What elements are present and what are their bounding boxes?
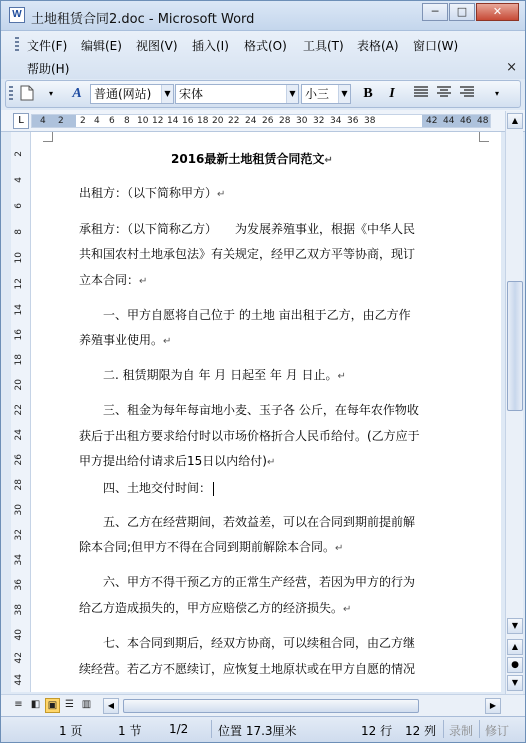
status-section: 1 节 (118, 724, 142, 738)
ruler-number: 16 (182, 116, 194, 126)
ruler-number: 4 (40, 116, 46, 126)
margin-corner-mark (43, 132, 53, 142)
status-bar (1, 716, 525, 742)
vertical-scroll-thumb[interactable] (507, 281, 523, 411)
status-page-of: 1/2 (169, 722, 189, 736)
word-app-icon[interactable]: W (9, 7, 25, 23)
vruler-number: 18 (14, 354, 24, 366)
vruler-number: 6 (14, 203, 24, 209)
vruler-number: 24 (14, 429, 24, 441)
ruler-number: 46 (460, 116, 472, 126)
vruler-number: 2 (14, 151, 24, 157)
status-separator (479, 720, 480, 738)
vruler-number: 42 (14, 652, 24, 664)
vruler-number: 8 (14, 229, 24, 235)
vruler-number: 38 (14, 604, 24, 616)
style-select-value: 普通(网站) (94, 87, 152, 101)
vruler-number: 14 (14, 304, 24, 316)
font-select-value: 宋体 (179, 87, 204, 101)
text-line[interactable]: 三、租金为每年每亩地小麦、玉子各 公斤，在每年农作物收 (79, 403, 419, 417)
vruler-number: 22 (14, 404, 24, 416)
vruler-number: 34 (14, 554, 24, 566)
ruler-left-margin (32, 115, 76, 127)
vruler-number: 4 (14, 177, 24, 183)
font-size-select[interactable] (301, 84, 351, 104)
align-center-icon[interactable] (435, 85, 453, 103)
ruler-number: 2 (80, 116, 86, 126)
ruler-number: 32 (313, 116, 325, 126)
menu-table[interactable]: 表格(A) (357, 39, 399, 53)
menu-tools[interactable]: 工具(T) (303, 39, 344, 53)
menu-grip[interactable] (15, 37, 19, 53)
text-line[interactable]: 一、甲方自愿将自己位于 的土地 亩出租于乙方，由乙方作 (79, 308, 411, 322)
horizontal-scrollbar[interactable] (1, 694, 525, 716)
text-line[interactable]: 共和国农村土地承包法》有关规定，经甲乙双方平等协商，现订 (79, 247, 416, 261)
vertical-scrollbar[interactable] (505, 111, 523, 694)
text-line[interactable]: 七、本合同到期后，经双方协商，可以续租合同，由乙方继 (79, 636, 416, 650)
ruler-number: 4 (94, 116, 100, 126)
format-toolbar (5, 80, 521, 108)
close-button[interactable]: ✕ (476, 3, 519, 21)
window-title: 土地租赁合同2.doc - Microsoft Word (31, 12, 255, 27)
minimize-button[interactable]: ─ (422, 3, 448, 21)
vruler-number: 16 (14, 329, 24, 341)
menu-insert[interactable]: 插入(I) (192, 39, 229, 53)
scroll-up-button[interactable]: ▲ (507, 113, 523, 129)
vruler-number: 44 (14, 674, 24, 686)
ruler-number: 38 (364, 116, 376, 126)
menu-close-icon[interactable]: × (506, 60, 517, 75)
toolbar-overflow-icon[interactable]: ▾ (48, 89, 53, 98)
styles-pane-icon[interactable]: A (72, 86, 82, 101)
ruler-number: 34 (330, 116, 342, 126)
ruler-number: 10 (137, 116, 149, 126)
vruler-number: 26 (14, 454, 24, 466)
tab-selector[interactable]: L (13, 113, 29, 129)
align-justify-icon[interactable] (412, 85, 430, 103)
previous-page-button[interactable]: ▲ (507, 639, 523, 655)
status-column: 12 列 (405, 724, 437, 738)
print-layout-icon[interactable]: ▣ (45, 698, 60, 713)
normal-view-icon[interactable]: ≡ (14, 699, 23, 710)
text-cursor (213, 482, 214, 496)
outline-view-icon[interactable]: ☰ (65, 699, 74, 710)
status-track-changes[interactable]: 修订 (485, 724, 510, 738)
ruler-number: 22 (228, 116, 240, 126)
window-controls (421, 3, 519, 21)
menu-format[interactable]: 格式(O) (244, 39, 287, 53)
browse-object-button[interactable]: ● (507, 657, 523, 673)
ruler-number: 26 (262, 116, 274, 126)
ruler-number: 24 (245, 116, 257, 126)
menu-help[interactable]: 帮助(H) (27, 62, 70, 76)
ruler-number: 12 (152, 116, 164, 126)
horizontal-ruler[interactable] (1, 110, 525, 132)
vruler-number: 20 (14, 379, 24, 391)
document-title[interactable]: 2016最新土地租赁合同范文↵ (171, 152, 333, 166)
italic-button[interactable]: I (389, 86, 395, 101)
ruler-number: 28 (279, 116, 291, 126)
toolbar-grip[interactable] (9, 86, 13, 102)
font-select[interactable] (175, 84, 299, 104)
new-document-icon[interactable] (18, 85, 36, 103)
scroll-right-button[interactable]: ▶ (485, 698, 501, 714)
ruler-number: 36 (347, 116, 359, 126)
status-separator (211, 720, 212, 738)
text-line[interactable]: 四、土地交付时间： (79, 479, 214, 496)
ruler-number: 2 (58, 116, 64, 126)
text-line[interactable]: 养殖事业使用。↵ (79, 333, 172, 347)
text-line[interactable]: 获后于出租方要求给付时以市场价格折合人民币给付。(乙方应于 (79, 429, 420, 443)
ruler-number: 14 (167, 116, 179, 126)
ruler-number: 42 (426, 116, 438, 126)
chevron-down-icon[interactable]: ▼ (286, 85, 298, 103)
toolbar-overflow-icon[interactable]: ▾ (494, 89, 499, 98)
style-select[interactable] (90, 84, 174, 104)
vruler-number: 10 (14, 252, 24, 264)
status-line: 12 行 (361, 724, 393, 738)
status-page: 1 页 (59, 724, 83, 738)
text-line[interactable]: 立本合同：↵ (79, 273, 148, 287)
text-line[interactable]: 六、甲方不得干预乙方的正常生产经营，若因为甲方的行为 (79, 575, 416, 589)
text-line[interactable]: 除本合同;但甲方不得在合同到期前解除本合同。↵ (79, 540, 344, 554)
vruler-number: 40 (14, 629, 24, 641)
vruler-number: 32 (14, 529, 24, 541)
vruler-number: 28 (14, 479, 24, 491)
ruler-number: 18 (197, 116, 209, 126)
vruler-number: 30 (14, 504, 24, 516)
next-page-button[interactable]: ▼ (507, 675, 523, 691)
ruler-number: 30 (296, 116, 308, 126)
vruler-number: 12 (14, 278, 24, 290)
status-position: 位置 17.3厘米 (218, 724, 297, 738)
ruler-track[interactable] (31, 114, 491, 128)
web-view-icon[interactable]: ◧ (30, 699, 41, 710)
horizontal-scroll-thumb[interactable] (123, 699, 419, 713)
menu-window[interactable]: 窗口(W) (413, 39, 459, 53)
menu-edit[interactable]: 编辑(E) (81, 39, 122, 53)
vertical-ruler[interactable] (11, 132, 31, 692)
status-separator (443, 720, 444, 738)
scroll-down-button[interactable]: ▼ (507, 618, 523, 634)
ruler-number: 6 (109, 116, 115, 126)
align-right-icon[interactable] (458, 85, 476, 103)
text-line[interactable]: 续经营。若乙方不愿续订，应恢复土地原状或在甲方自愿的情况 (79, 662, 416, 676)
ruler-number: 48 (477, 116, 489, 126)
ruler-number: 20 (212, 116, 224, 126)
text-line[interactable]: 甲方提出给付请求后15日以内给付)↵ (79, 454, 276, 468)
ruler-number: 44 (443, 116, 455, 126)
ruler-number: 8 (124, 116, 130, 126)
document-page[interactable] (31, 132, 501, 692)
menu-view[interactable]: 视图(V) (136, 39, 178, 53)
text-line[interactable]: 五、乙方在经营期间，若效益差，可以在合同到期前提前解 (79, 515, 416, 529)
font-size-value: 小三 (305, 87, 330, 101)
scroll-left-button[interactable]: ◀ (103, 698, 119, 714)
maximize-button[interactable]: □ (449, 3, 475, 21)
vruler-number: 36 (14, 579, 24, 591)
text-line[interactable]: 二. 租赁期限为自 年 月 日起至 年 月 日止。↵ (79, 368, 346, 382)
reading-view-icon[interactable]: ▥ (81, 699, 92, 710)
text-line[interactable]: 承租方：（以下简称乙方） 为发展养殖事业，根据《中华人民 (79, 222, 416, 236)
chevron-down-icon[interactable]: ▼ (338, 85, 350, 103)
text-line[interactable]: 出租方：（以下简称甲方）↵ (79, 186, 226, 200)
menu-file[interactable]: 文件(F) (27, 39, 68, 53)
text-line[interactable]: 给乙方造成损失的，甲方应赔偿乙方的经济损失。↵ (79, 601, 352, 615)
status-record[interactable]: 录制 (449, 724, 474, 738)
chevron-down-icon[interactable]: ▼ (161, 85, 173, 103)
bold-button[interactable]: B (363, 86, 373, 101)
title-bar (1, 1, 525, 31)
menu-bar (1, 31, 525, 79)
margin-corner-mark (479, 132, 489, 142)
